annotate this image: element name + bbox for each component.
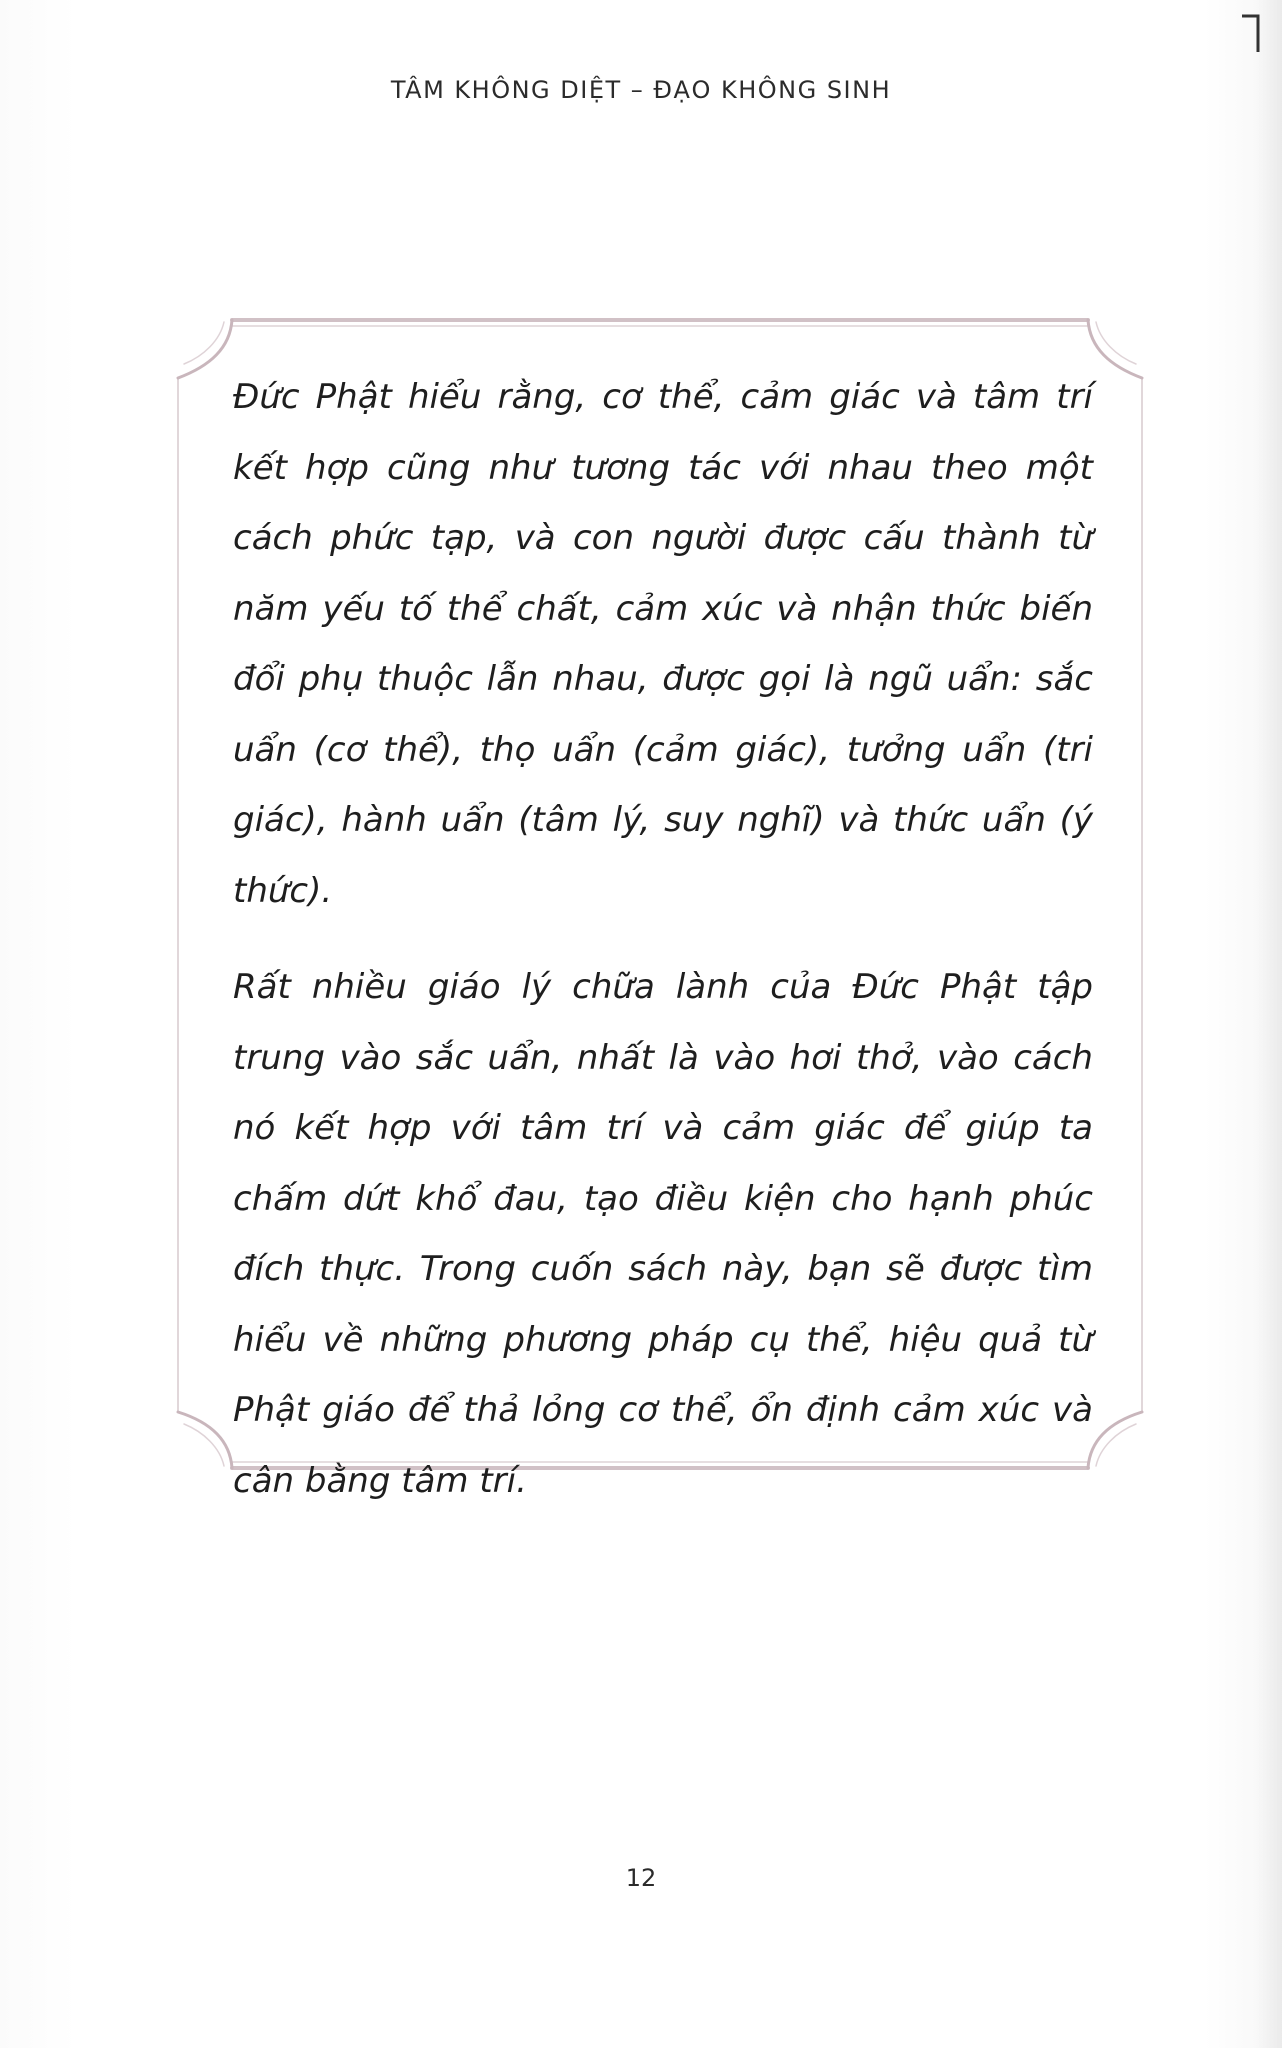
paragraph-1: Đức Phật hiểu rằng, cơ thể, cảm giác và tâm trí kết hợp cũng như tương tác với nhau theo một cách phức tạp, và con người được cấu thành từ năm yếu tố thể chất, cảm xúc và nhận thức biến đổi phụ thuộc lẫn nhau, được gọi là ngũ uẩn: sắc uẩn (cơ thể), thọ uẩn (cảm giác), tưởng uẩn (tri giác), hành uẩn (tâm lý, suy nghĩ) và thức uẩn (ý thức). [233, 377, 1093, 911]
page-edge-shadow [1256, 0, 1282, 2048]
paragraph-2: Rất nhiều giáo lý chữa lành của Đức Phật tập trung vào sắc uẩn, nhất là vào hơi thở, vào cách nó kết hợp với tâm trí và cảm giác để giúp ta chấm dứt khổ đau, tạo điều kiện cho hạnh phúc đích thực. Trong cuốn sách này, bạn sẽ được tìm hiểu về những phương pháp cụ thể, hiệu quả từ Phật giáo để thả lỏng cơ thể, ổn định cảm xúc và cân bằng tâm trí. [233, 967, 1093, 1501]
framed-text-box [233, 362, 1093, 1542]
bookmark-corner-mark [1242, 12, 1262, 54]
running-header: TÂM KHÔNG DIỆT – ĐẠO KHÔNG SINH [390, 76, 892, 104]
page-number: 12 [625, 1864, 657, 1892]
